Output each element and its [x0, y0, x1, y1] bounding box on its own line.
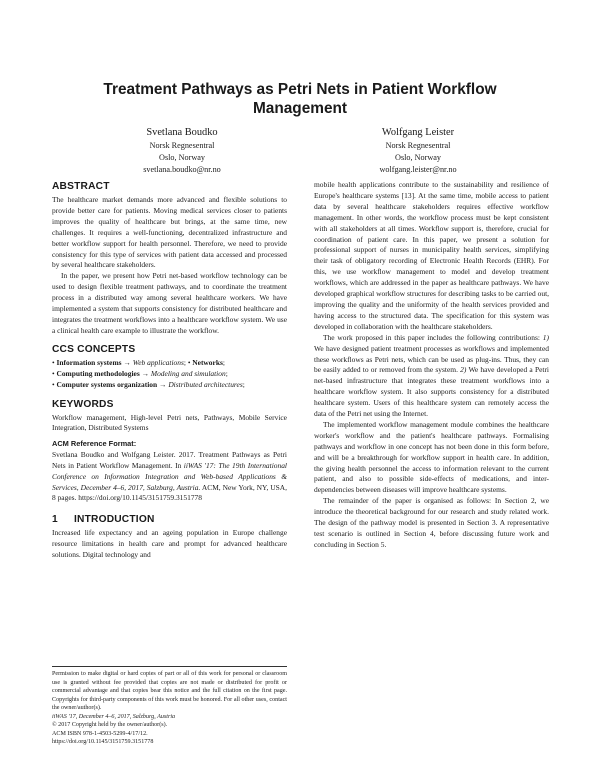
conference-line: iiWAS '17, December 4–6, 2017, Salzburg, Austria — [52, 713, 176, 720]
ccs-heading: CCS CONCEPTS — [52, 343, 136, 355]
acm-reference: ACM Reference Format: Svetlana Boudko and Wolfgang Leister. 2017. Treatment Pathways as Petri Nets in Patient Workflow Management. In iiWAS '17: The 19th International Conference on Information Integration and Web-based Applications & Services, December 4–6, 2017, Salzburg, Austria. ACM, New York, NY, USA, 8 pages. https://doi.org/10.1145/3151759.3151778 — [52, 439, 287, 503]
ccs-subterm: Web applications — [132, 357, 184, 367]
author-block-2 — [318, 126, 518, 176]
abstract-paragraph: The healthcare market demands more advanced and flexible solutions to provide better care for patients. Moving medical services closer to patients improves the quality of healthcare but brings, at the same time, new challenges. It requires a well-functioning, decentralized infrastructure and better workflow support for health personnel. Therefore, we need to provide consistency for this type of services with patient data accessed and processed by several healthcare stakeholders. — [52, 195, 287, 270]
body-paragraph: The remainder of the paper is organised as follows: In Section 2, we introduce the theoretical background for our research and study related work. The design of the pathway model is presented in Section 3. A representative test scenario is outlined in Section 4, before discussing future work and concluding in Section 5. — [314, 496, 549, 549]
keywords-heading: KEYWORDS — [52, 398, 114, 410]
ccs-term: Information systems — [56, 357, 122, 367]
ccs-concepts: • Information systems → Web applications; • Networks; • Computing methodologies → Modeling and simulation; • Computer systems organization → Distributed architectures; — [52, 357, 245, 389]
author-email: svetlana.boudko@nr.no — [143, 165, 221, 175]
copyright-line: © 2017 Copyright held by the owner/author(s). — [52, 722, 168, 728]
author-affiliation: Norsk Regnesentral — [149, 140, 215, 150]
right-column — [314, 180, 549, 551]
body-paragraph: mobile health applications contribute to the sustainability and resilience of Europe's healthcare systems [13]. At the same time, mobile access to patient data by several healthcare stakeholders requires effective workflow management. In other words, the workflow process must be kept consistent with all stakeholders at all times. Workflow support is, therefore, crucial for coordination of patient care. In this paper, we present a solution for professional support of nurses in municipality health services, simplifying their task of obligatory recording of Electronic Health Records (EHR). For this, we use workflow management to model and develop treatment workflows, which are addressed in the paper as healthcare pathways. We have developed graphical workflow structures for describing tasks to be carried out, improving the quality and the uniformity of the health services provided and having access to the structured data. The specification for this system was developed in collaboration with the healthcare stakeholders. — [314, 180, 549, 331]
left-column — [52, 180, 287, 561]
ccs-subterm: Modeling and simulation — [150, 368, 226, 378]
author-block-1 — [82, 126, 282, 176]
author-affiliation: Norsk Regnesentral — [385, 140, 451, 150]
isbn-line: ACM ISBN 978-1-4503-5299-4/17/12. — [52, 730, 148, 737]
acm-reference-venue: iiWAS '17: The 19th International Conference on Information Integration and Web-based Applications & Services, December 4–6, 2017, Salzburg, Austria. — [52, 460, 287, 492]
keywords-text: Workflow management, High-level Petri nets, Pathways, Mobile Service Integration, Distributed Systems — [52, 412, 287, 433]
author-location: Oslo, Norway — [159, 152, 205, 162]
author-location: Oslo, Norway — [395, 152, 441, 162]
doi-line: https://doi.org/10.1145/3151759.3151778 — [52, 739, 154, 745]
paper-title: Treatment Pathways as Petri Nets in Patient Workflow Management — [103, 81, 497, 117]
section-heading-introduction: 1 INTRODUCTION — [52, 514, 155, 526]
ccs-subterm: Distributed architectures — [168, 379, 243, 389]
abstract-heading: ABSTRACT — [52, 181, 110, 192]
copyright-footnote — [52, 666, 287, 747]
permission-notice: Permission to make digital or hard copies of part or all of this work for personal or classroom use is granted without fee provided that copies are not made or distributed for profit or commercial advantage and that copies bear this notice and the full citation on the first page. Copyrights for third-party components of this work must be honored. For all other uses, contact the owner/author(s). — [52, 671, 287, 711]
author-name: Svetlana Boudko — [146, 127, 218, 138]
body-paragraph: The work proposed in this paper includes the following contributions: 1) We have designed patient treatment processes as workflows and implemented these workflows as Petri nets, which can be used as plug-ins. Thus, they can be easily added to or removed from the system. 2) We have developed a Petri net-based infrastructure that integrates these treatment workflows into a healthcare workflow system. It also supports consistency for a distributed healthcare system. Users of this healthcare system can remotely access the data of the Petri net using the Internet. — [314, 332, 549, 419]
author-name: Wolfgang Leister — [381, 127, 455, 138]
ccs-term: Computing methodologies — [56, 368, 140, 378]
ccs-term: Computer systems organization — [56, 379, 158, 389]
acm-reference-heading: ACM Reference Format: — [52, 439, 137, 449]
body-paragraph: The implemented workflow management module combines the healthcare worker's workflow and the patient's healthcare pathways. Formalising pathways and workflow in one concept has not been done in this form before, and will be a breakthrough for workflow support in health care. In addition, the giving health personnel the access to information relevant to the current patient, and also to possible side-effects of medications, and inter-dependencies between diseases will improve healthcare systems. — [314, 419, 549, 495]
abstract-paragraph: In the paper, we present how Petri net-based workflow technology can be used to design flexible treatment pathways, and to coordinate the treatment process in a distributed way among several healthcare workers. We have implemented a system that supports consistency for distributed healthcare and integrates the treatment workflows into a healthcare workflow system. We use a clinical health care example to illustrate the workflow. — [52, 271, 287, 335]
intro-paragraph: Increased life expectancy and an ageing population in Europe challenge resource limitations in health care and prompt for advanced healthcare solutions. Digital technology and — [52, 528, 287, 560]
ccs-term: Networks — [192, 357, 223, 367]
author-email: wolfgang.leister@nr.no — [379, 165, 457, 175]
